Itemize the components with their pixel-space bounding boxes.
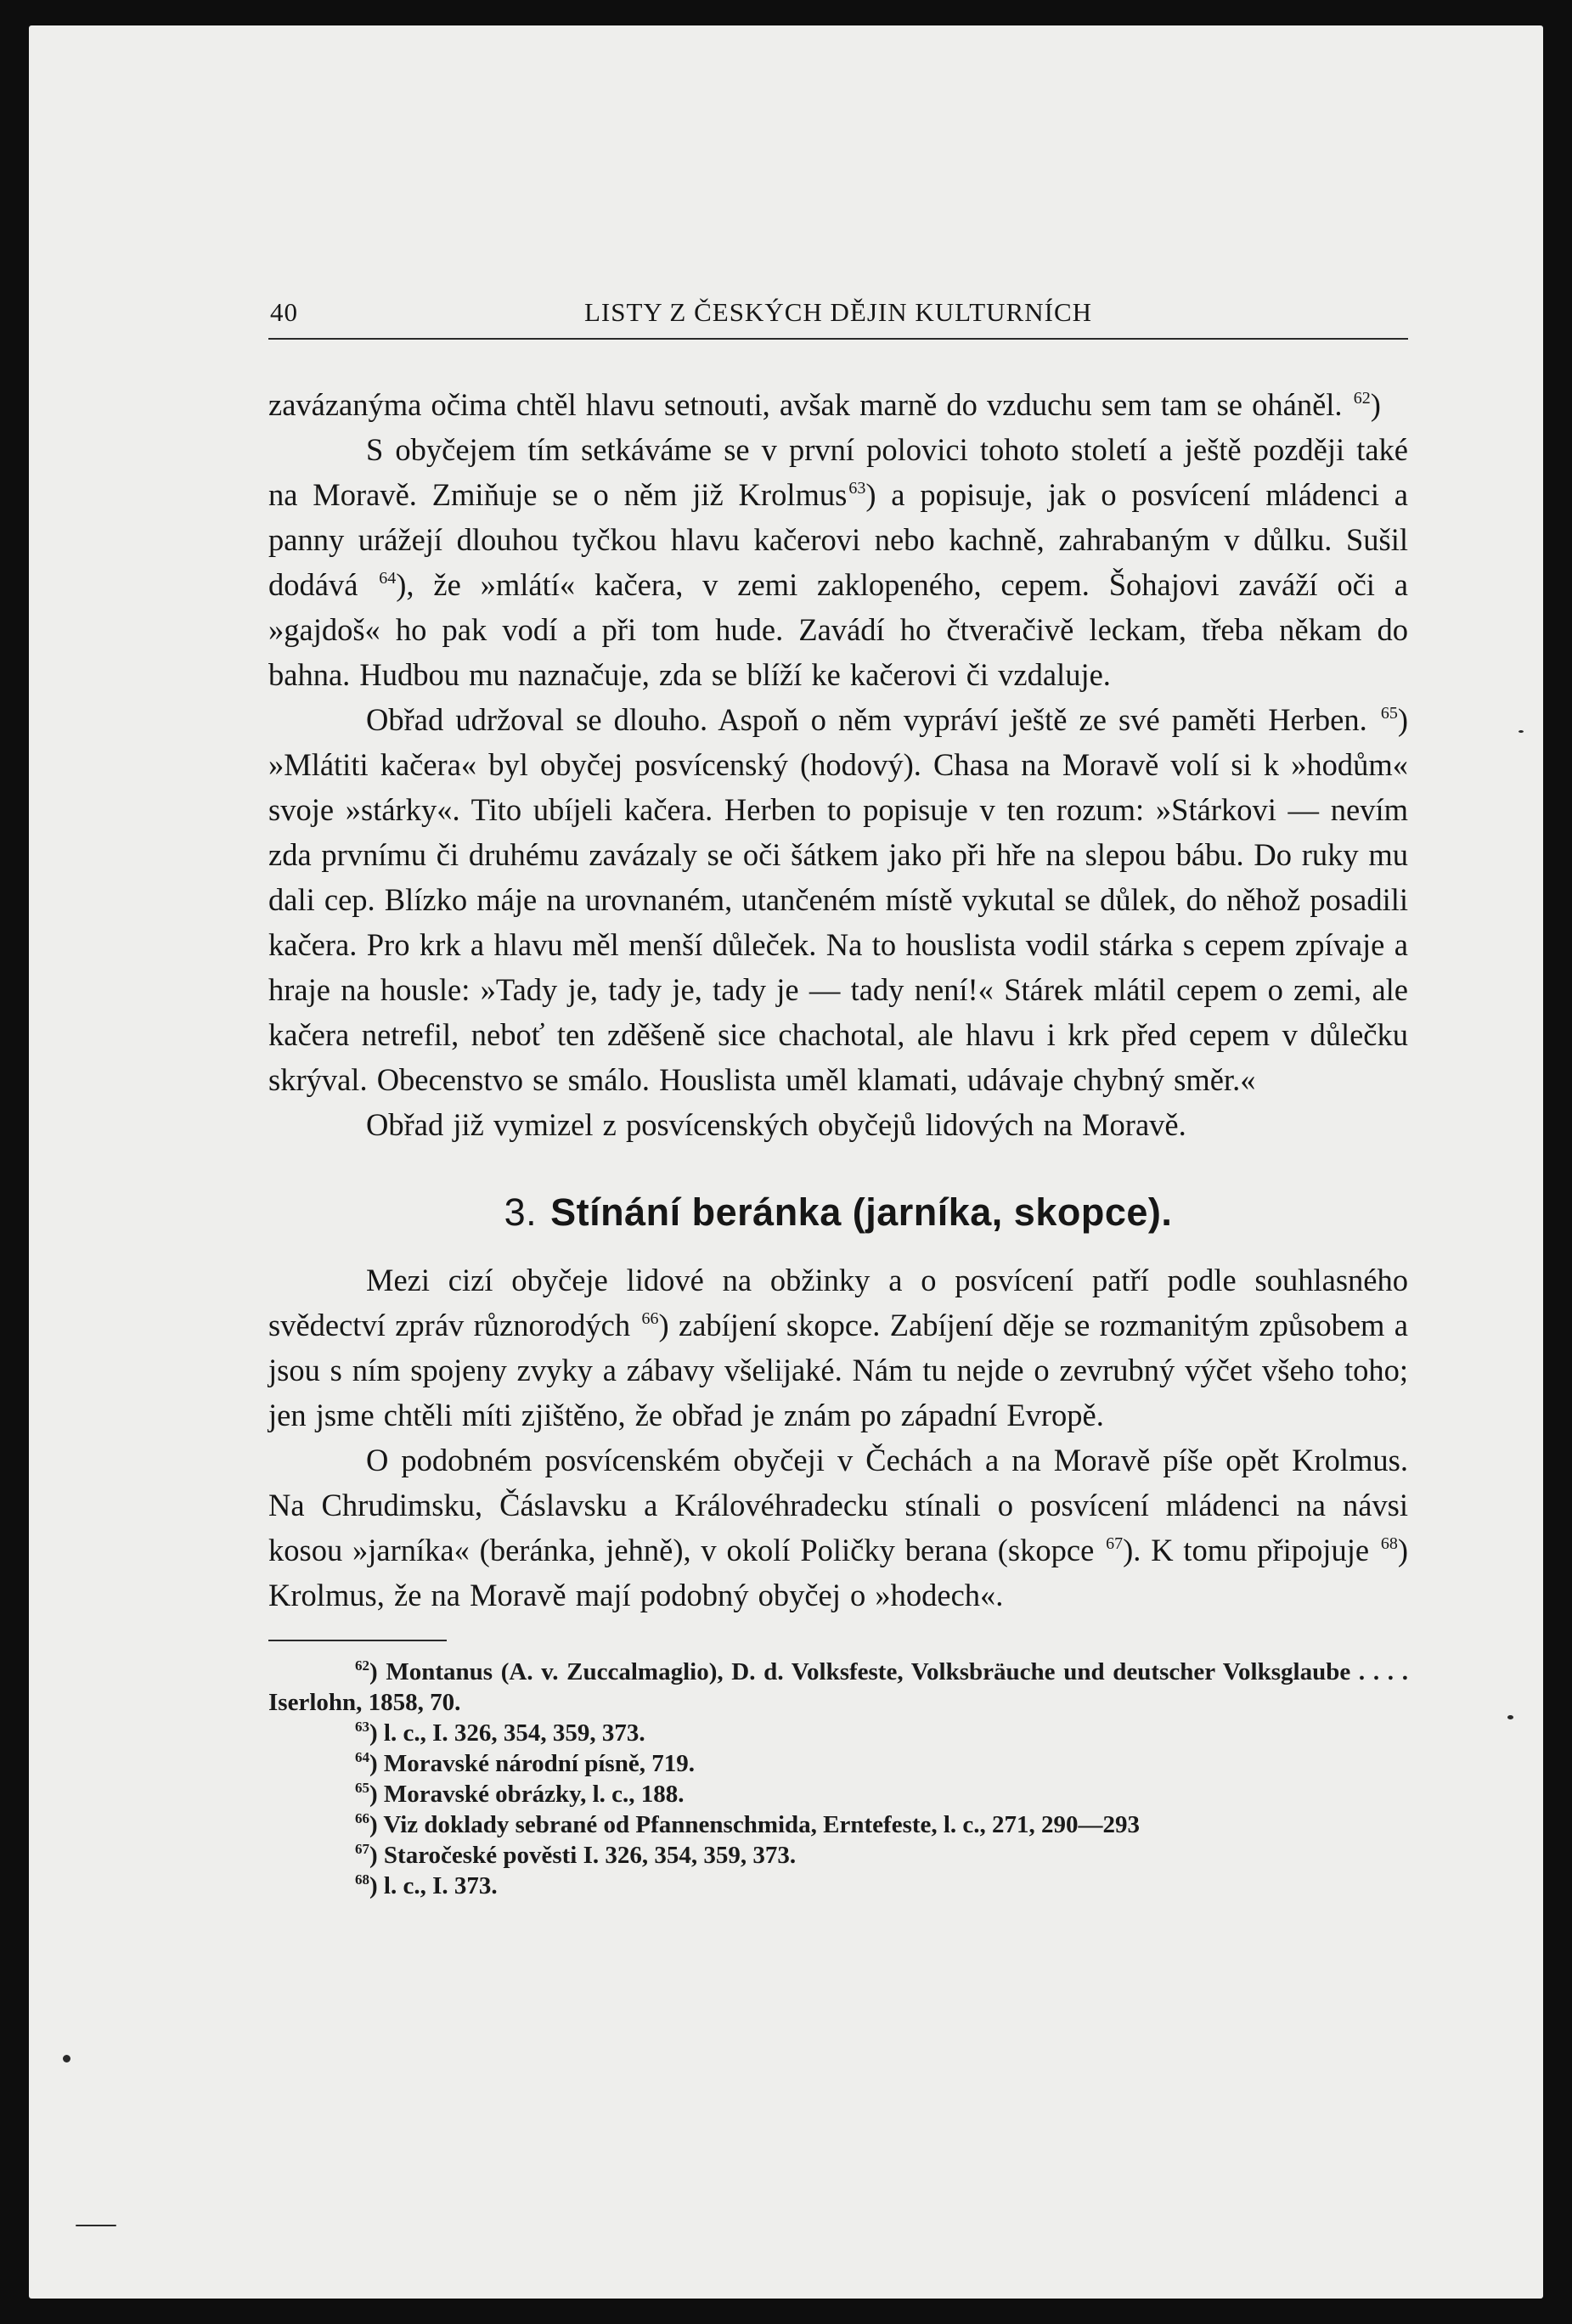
footnote-text: ) Moravské národní písně, 719. [369, 1750, 695, 1777]
section-title: Stínání beránka (jarníka, skopce). [550, 1190, 1173, 1234]
footnote-text: ) l. c., I. 326, 354, 359, 373. [369, 1719, 645, 1747]
text-run: Mezi cizí obyčeje lidové na obžinky a o posvícení patří podle souhlasného svědectví zpráv různorodých [268, 1263, 1408, 1342]
footnote-number: 64 [355, 1749, 369, 1765]
footnote-ref: 67 [1106, 1534, 1124, 1553]
text-run: ) zabíjení skopce. Zabíjení děje se rozmanitým způsobem a jsou s ním spojeny zvyky a zábavy všelijaké. Nám tu nejde o zevrubný výčet všeho toho; jen jsme chtěli míti zjištěno, že obřad je znám po západní Evropě. [268, 1308, 1409, 1432]
running-head [268, 289, 1408, 340]
paragraph [268, 1258, 1408, 1438]
running-title: LISTY Z ČESKÝCH DĚJIN KULTURNÍCH [583, 297, 1093, 327]
text-run: ) »Mlátiti kačera« byl obyčej posvícenský (hodový). Chasa na Moravě volí si k »hodům« svoje »stárky«. Tito ubíjeli kačera. Herben to popisuje v ten rozum: »Stárkovi — nevím zda prvnímu či druhému zavázaly se oči šátkem jako při hře na slepou bábu. Do ruky mu dali cep. Blízko máje na urovnaném, utančeném místě vykutal se důlek, do něhož posadili kačera. Pro krk a hlavu měl menší důleček. Na to houslista vodil stárka s cepem zpívaje a hraje na housle: »Tady je, tady je, tady je — tady není!« Stárek mlátil cepem o zemi, ale kačera netrefil, neboť ten zděšeně sice chachotal, ale hlavu i krk před cepem v důlečku skrýval. Obecenstvo se smálo. Houslista uměl klamati, udávaje chybný směr.« [268, 702, 1409, 1097]
text-run: ), že »mlátí« kačera, v zemi zaklopeného, cepem. Šohajovi zaváží oči a »gajdoš« ho pak vodí a při tom hude. Zavádí ho čtveračivě leckam, třeba někam do bahna. Hudbou mu naznačuje, zda se blíží ke kačerovi či vzdaluje. [268, 567, 1408, 692]
paragraph [268, 697, 1408, 1102]
paragraph [268, 382, 1408, 427]
footnote [268, 1871, 1408, 1901]
section-number: 3. [504, 1190, 538, 1234]
paragraph [268, 427, 1408, 697]
text-run: ) Krolmus, že na Moravě mají podobný obyčej o »hodech«. [268, 1533, 1409, 1612]
paragraph: Obřad již vymizel z posvícenských obyčejů lidových na Moravě. [366, 1107, 1186, 1142]
footnote-text: ) Montanus (A. v. Zuccalmaglio), D. d. Volksfeste, Volksbräuche und deutscher Volksglaube . . . . Iserlohn, 1858, 70. [268, 1658, 1408, 1716]
footnote [268, 1748, 1408, 1779]
text-run: Obřad udržoval se dlouho. Aspoň o něm vypráví ještě ze své paměti Herben. [366, 702, 1367, 737]
speck-mark [1518, 730, 1524, 733]
footnote-number: 67 [355, 1841, 369, 1857]
footnote [268, 1809, 1408, 1840]
footnote [268, 1779, 1408, 1809]
text-run: ). K tomu připojuje [1123, 1533, 1370, 1567]
footnote [268, 1718, 1408, 1748]
footnote-ref: 66 [641, 1309, 659, 1328]
footnote-text: ) Viz doklady sebrané od Pfannenschmida, Erntefeste, l. c., 271, 290—293 [369, 1811, 1141, 1838]
footnote-number: 62 [355, 1657, 369, 1674]
footnote-number: 63 [355, 1719, 369, 1735]
scanned-page [29, 25, 1543, 2299]
footnote-ref: 63 [848, 479, 866, 498]
speck-mark [1507, 1715, 1513, 1719]
footnote-text: ) Moravské obrázky, l. c., 188. [369, 1781, 685, 1808]
footnote [268, 1840, 1408, 1871]
speck-mark [76, 2225, 116, 2226]
body-text [268, 382, 1408, 1618]
text-run: S obyčejem tím setkáváme se v první polovici tohoto století a ještě později také na Moravě. Zmiňuje se o něm již Krolmus [268, 432, 1408, 512]
footnote-number: 65 [355, 1780, 369, 1796]
book-page [268, 289, 1408, 1901]
footnote-number: 66 [355, 1810, 369, 1826]
footnote-ref: 65 [1380, 704, 1398, 723]
footnote-ref: 62 [1353, 389, 1371, 408]
footnote-text: ) Staročeské pověsti I. 326, 354, 359, 373. [369, 1842, 797, 1869]
footnotes [268, 1657, 1408, 1901]
text-run: ) [1370, 387, 1381, 422]
footnote-text: ) l. c., I. 373. [369, 1872, 498, 1899]
footnote [268, 1657, 1408, 1718]
footnote-ref: 64 [379, 569, 397, 588]
text-run: zavázanýma očima chtěl hlavu setnouti, avšak marně do vzduchu sem tam se oháněl. [268, 387, 1343, 422]
section-heading [268, 1188, 1408, 1237]
paragraph [268, 1438, 1408, 1618]
text-run: O podobném posvícenském obyčeji v Čechách a na Moravě píše opět Krolmus. Na Chrudimsku, Čáslavsku a Královéhradecku stínali o posvícení mládenci na návsi kosou »jarníka« (beránka, jehně), v okolí Poličky berana (skopce [268, 1443, 1408, 1567]
speck-mark [63, 2055, 70, 2062]
footnote-number: 68 [355, 1871, 369, 1888]
footnote-divider [268, 1640, 447, 1641]
page-number: 40 [270, 297, 298, 327]
footnote-ref: 68 [1380, 1534, 1398, 1553]
text-run: ) a popisuje, jak o posvícení mládenci a panny urážejí dlouhou tyčkou hlavu kačerovi nebo kachně, zahrabaným v důlku. Sušil dodává [268, 477, 1409, 602]
